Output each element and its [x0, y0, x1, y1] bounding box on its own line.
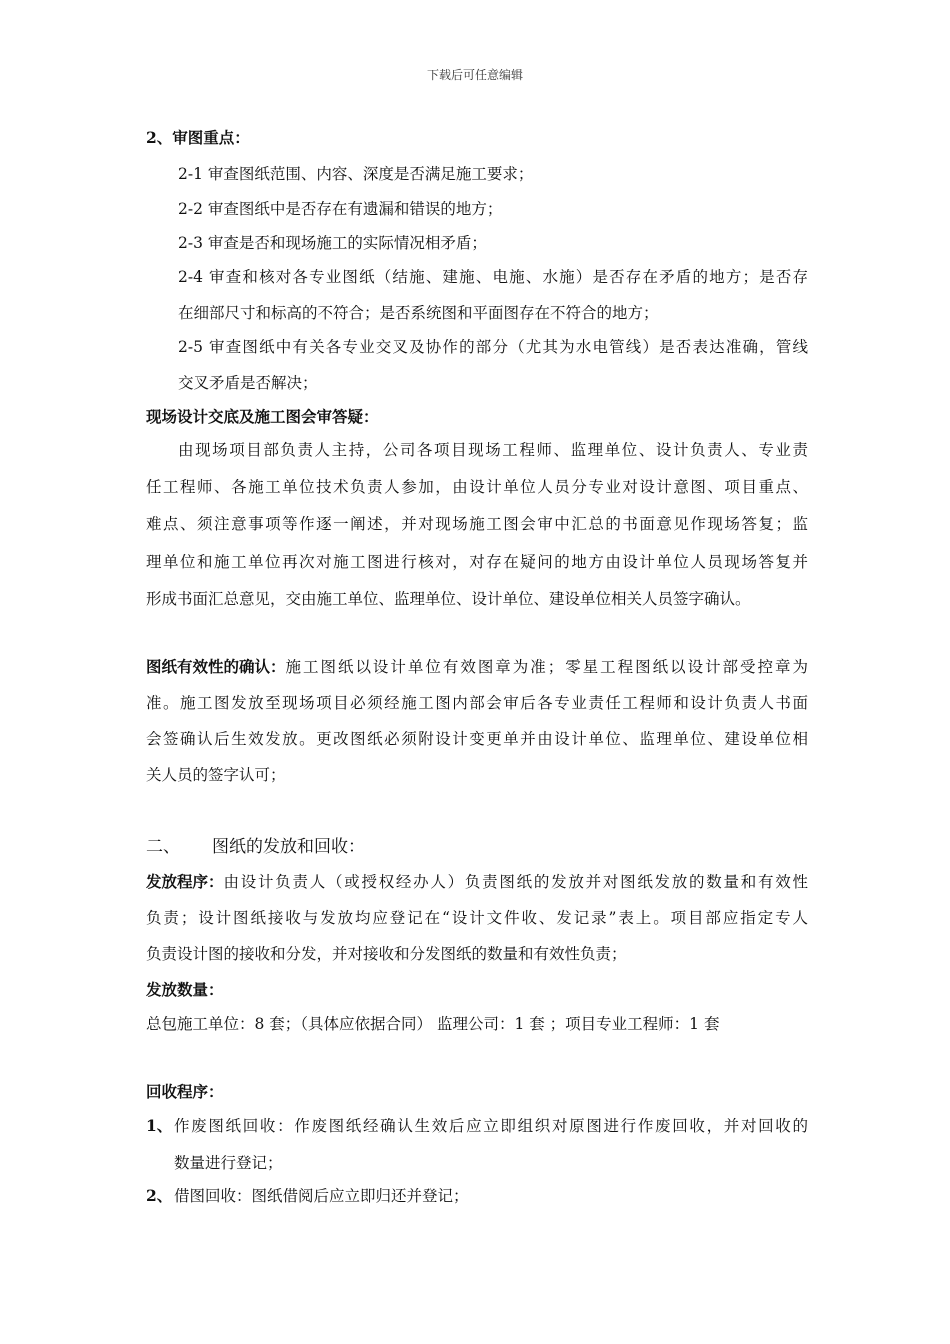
issue-line: 由设计负责人（或授权经办人）负责图纸的发放并对图纸发放的数量和有效性: [223, 873, 808, 891]
validity-line: 准。施工图发放至现场项目必须经施工图内部会审后各专业责任工程师和设计负责人书面: [146, 694, 808, 712]
validity-line: 关人员的签字认可；: [146, 766, 286, 784]
issue-line: 负责；设计图纸接收与发放均应登记在“设计文件收、发记录”表上。项目部应指定专人: [146, 909, 808, 927]
page-header: 下载后可任意编辑: [426, 68, 523, 82]
review-item: 2-3 审查是否和现场施工的实际情况相矛盾；: [178, 234, 487, 252]
validity-label: 图纸有效性的确认：: [146, 657, 286, 676]
section-title-quantity: 发放数量：: [146, 980, 224, 999]
recover-item-cont: 数量进行登记；: [174, 1154, 283, 1172]
review-item: 2-4 审查和核对各专业图纸（结施、建施、电施、水施）是否存在矛盾的地方；是否存: [178, 268, 808, 286]
disclosure-line: 难点、须注意事项等作逐一阐述，并对现场施工图会审中汇总的书面意见作现场答复；监: [146, 515, 808, 533]
review-item: 2-2 审查图纸中是否存在有遗漏和错误的地方；: [178, 200, 503, 218]
review-item: 2-1 审查图纸范围、内容、深度是否满足施工要求；: [178, 165, 534, 183]
validity-line: 会签确认后生效发放。更改图纸必须附设计变更单并由设计单位、监理单位、建设单位相: [146, 730, 808, 748]
recover-item-text: 借图回收：图纸借阅后应立即归还并登记；: [174, 1187, 469, 1205]
issue-label: 发放程序：: [146, 872, 224, 891]
disclosure-line: 理单位和施工单位再次对施工图进行核对，对存在疑问的地方由设计单位人员现场答复并: [146, 553, 808, 571]
recover-item-number: 2、: [146, 1186, 173, 1205]
validity-first-line: [146, 655, 808, 677]
recover-item-text: 作废图纸回收：作废图纸经确认生效后应立即组织对原图进行作废回收，并对回收的: [174, 1117, 808, 1135]
disclosure-line: 形成书面汇总意见，交由施工单位、监理单位、设计单位、建设单位相关人员签字确认。: [146, 590, 751, 608]
disclosure-line: 任工程师、各施工单位技术负责人参加，由设计单位人员分专业对设计意图、项目重点、: [146, 478, 808, 496]
issue-line: 负责设计图的接收和分发，并对接收和分发图纸的数量和有效性负责；: [146, 945, 627, 963]
disclosure-line: 由现场项目部负责人主持，公司各项目现场工程师、监理单位、设计负责人、专业责: [178, 441, 808, 459]
section-title-disclosure: 现场设计交底及施工图会审答疑：: [146, 407, 379, 426]
review-item-cont: 在细部尺寸和标高的不符合；是否系统图和平面图存在不符合的地方；: [178, 304, 659, 322]
review-item: 2-5 审查图纸中有关各专业交叉及协作的部分（尤其为水电管线）是否表达准确，管线: [178, 338, 808, 356]
quantity-line: 总包施工单位：8 套；（具体应依据合同） 监理公司：1 套 ；项目专业工程师：1 套: [146, 1015, 720, 1033]
review-item-cont: 交叉矛盾是否解决；: [178, 374, 318, 392]
validity-line: 施工图纸以设计单位有效图章为准；零星工程图纸以设计部受控章为: [285, 658, 808, 676]
recover-item-number: 1、: [146, 1116, 173, 1135]
section-title-recover: 回收程序：: [146, 1082, 224, 1101]
section-title-review-points: 2、审图重点：: [146, 128, 250, 147]
section-number: 二、: [146, 837, 180, 857]
issue-first-line: [146, 870, 808, 892]
section-title-distribution: 图纸的发放和回收：: [212, 837, 365, 857]
